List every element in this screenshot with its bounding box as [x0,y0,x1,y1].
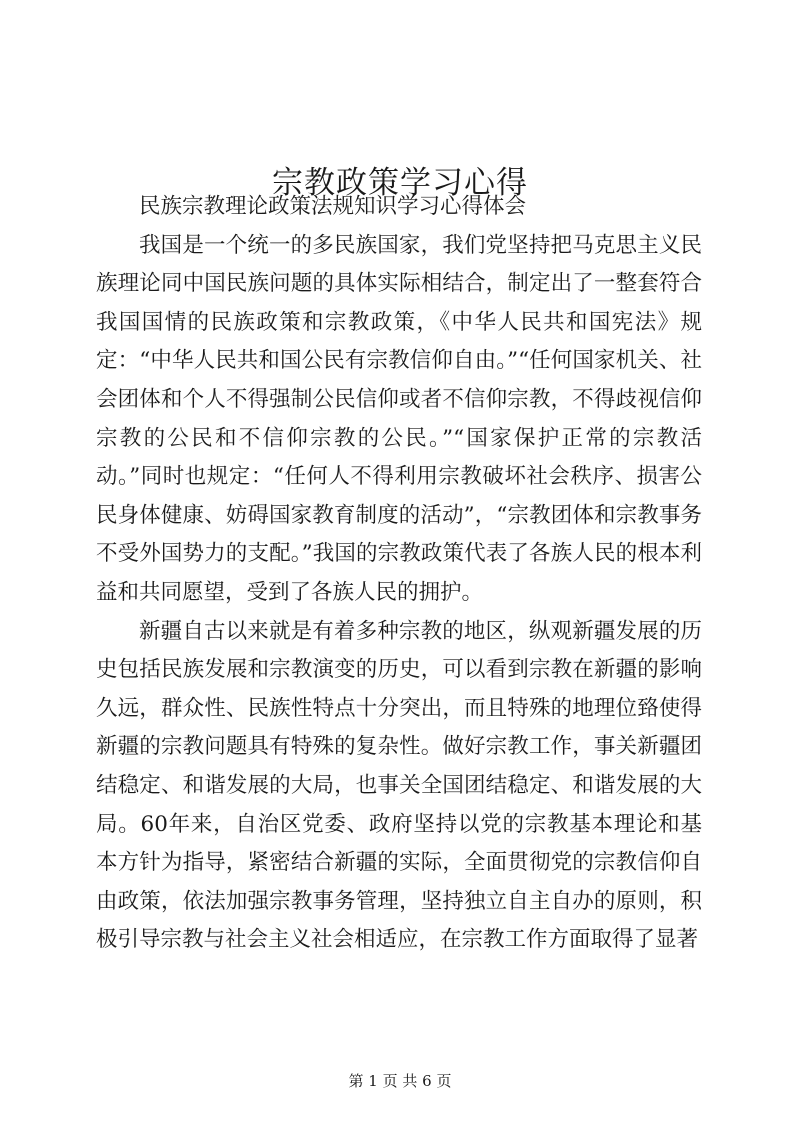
subtitle-paragraph: 民族宗教理论政策法规知识学习心得体会 [139,194,527,219]
page-footer: 第 1 页 共 6 页 [348,1072,452,1090]
document-body [96,188,702,960]
body-paragraph: 新疆自古以来就是有着多种宗教的地区，纵观新疆发展的历史包括民族发展和宗教演变的历史，可以看到宗教在新疆的影响久远，群众性、民族性特点十分突出，而且特殊的地理位臵使得新疆的宗教问题具有特殊的复杂性。做好宗教工作，事关新疆团结稳定、和谐发展的大局，也事关全国团结稳定、和谐发展的大局。60年来，自治区党委、政府坚持以党的宗教基本理论和基本方针为指导，紧密结合新疆的实际，全面贯彻党的宗教信仰自由政策，依法加强宗教事务管理，坚持独立自主自办的原则，积极引导宗教与社会主义社会相适应，在宗教工作方面取得了显著 [96,618,702,953]
body-paragraph: 我国是一个统一的多民族国家，我们党坚持把马克思主义民族理论同中国民族问题的具体实际相结合，制定出了一整套符合我国国情的民族政策和宗教政策，《中华人民共和国宪法》规定：“中华人民共和国公民有宗教信仰自由。”“任何国家机关、社会团体和个人不得强制公民信仰或者不信仰宗教，不得歧视信仰宗教的公民和不信仰宗教的公民。”“国家保护正常的宗教活动。”同时也规定：“任何人不得利用宗教破坏社会秩序、损害公民身体健康、妨碍国家教育制度的活动”，“宗教团体和宗教事务不受外国势力的支配。”我国的宗教政策代表了各族人民的根本利益和共同愿望，受到了各族人民的拥护。 [96,232,702,605]
document-title: 宗教政策学习心得 [272,164,528,201]
